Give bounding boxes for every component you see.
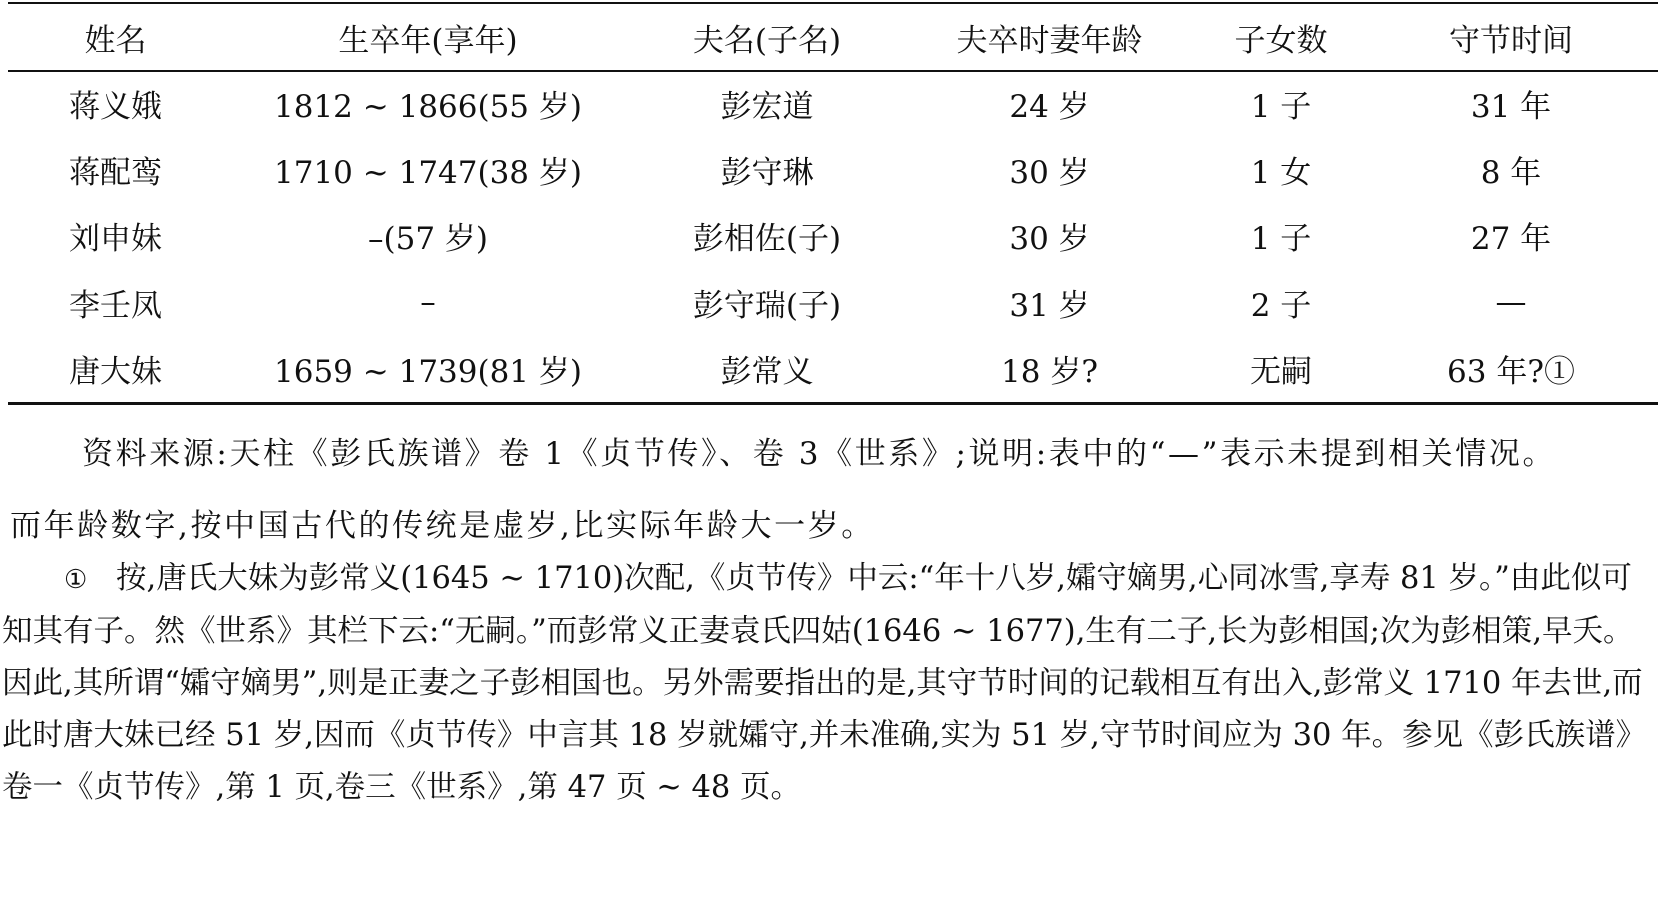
- table-cell: 彭守瑞(子): [692, 287, 842, 324]
- table-cell: 彭相佐(子): [692, 221, 842, 258]
- table-row: [8, 336, 1658, 402]
- table-cell: 蒋义娥: [69, 88, 162, 125]
- table-row: [8, 269, 1658, 335]
- column-header-lifespan: 生卒年(享年): [338, 22, 518, 59]
- table-cell: —: [1495, 284, 1527, 321]
- table-cell: –(57 岁): [368, 221, 488, 258]
- table-cell: 1 子: [1250, 88, 1312, 125]
- table-cell: 李壬凤: [69, 287, 162, 324]
- table-cell: 彭常义: [720, 354, 814, 391]
- column-header-name: 姓名: [84, 22, 147, 59]
- table-row: [8, 136, 1658, 202]
- table-header-row: [8, 4, 1658, 70]
- table-cell: 30 岁: [1009, 155, 1090, 192]
- table-cell: 1 子: [1250, 221, 1312, 258]
- column-header-chastity-years: 守节时间: [1449, 22, 1573, 59]
- table-cell: 无嗣: [1250, 354, 1312, 391]
- table-cell: 2 子: [1250, 287, 1312, 324]
- table-cell: 彭守琳: [720, 155, 814, 192]
- table-row: [8, 203, 1658, 269]
- table-cell: 24 岁: [1009, 88, 1090, 125]
- column-header-children: 子女数: [1234, 22, 1328, 59]
- footnote: [2, 553, 1662, 814]
- table-cell: 31 年: [1470, 88, 1552, 125]
- table-cell: 27 年: [1470, 221, 1552, 258]
- chastity-widows-table: [8, 4, 1658, 402]
- column-header-widow-age: 夫卒时妻年龄: [956, 22, 1143, 59]
- table-cell: 1710 ~ 1747(38 岁): [274, 155, 582, 192]
- table-cell: 1659 ~ 1739(81 岁): [274, 354, 582, 391]
- age-note: 而年龄数字,按中国古代的传统是虚岁,比实际年龄大一岁。: [10, 508, 875, 544]
- table-cell: –: [420, 284, 436, 321]
- table-cell: 8 年: [1480, 155, 1542, 192]
- table-cell: 31 岁: [1009, 287, 1090, 324]
- table-cell: 蒋配鸾: [69, 155, 162, 192]
- table-cell: 1812 ~ 1866(55 岁): [274, 88, 582, 125]
- footnote-text: 按,唐氏大妹为彭常义(1645 ~ 1710)次配,《贞节传》中云:“年十八岁,孀守嫡男,心同冰雪,享寿 81 岁。”由此似可知其有子。然《世系》其栏下云:“无嗣。”而彭常义正妻袁氏四姑(1646 ~ 1677),生有二子,长为彭相国;次为彭相策,早夭。因此,其所谓“孀守嫡男”,则是正妻之子彭相国也。另外需要指出的是,其守节时间的记载相互有出入,彭常义 1710 年去世,而此时唐大妹已经 51 岁,因而《贞节传》中言其 18 岁就孀守,并未准确,实为 51 岁,守节时间应为 30 年。参见《彭氏族谱》卷一《贞节传》,第 1 页,卷三《世系》,第 47 页 ~ 48 页。: [2, 561, 1647, 805]
- table-cell: 30 岁: [1009, 221, 1090, 258]
- table-cell: 1 女: [1250, 155, 1312, 192]
- table-cell: 刘申妹: [69, 221, 162, 258]
- footnote-marker: ①: [64, 565, 88, 595]
- table-bottom-rule: [8, 402, 1658, 405]
- table-cell: 63 年?①: [1447, 354, 1575, 391]
- table-cell: 唐大妹: [69, 354, 162, 391]
- column-header-husband: 夫名(子名): [692, 22, 842, 59]
- source-note: 资料来源:天柱《彭氏族谱》卷 1《贞节传》、卷 3《世系》;说明:表中的“—”表示未提到相关情况。: [82, 436, 1557, 472]
- table-cell: 彭宏道: [720, 88, 814, 125]
- table-cell: 18 岁?: [1001, 354, 1098, 391]
- table-row: [8, 70, 1658, 136]
